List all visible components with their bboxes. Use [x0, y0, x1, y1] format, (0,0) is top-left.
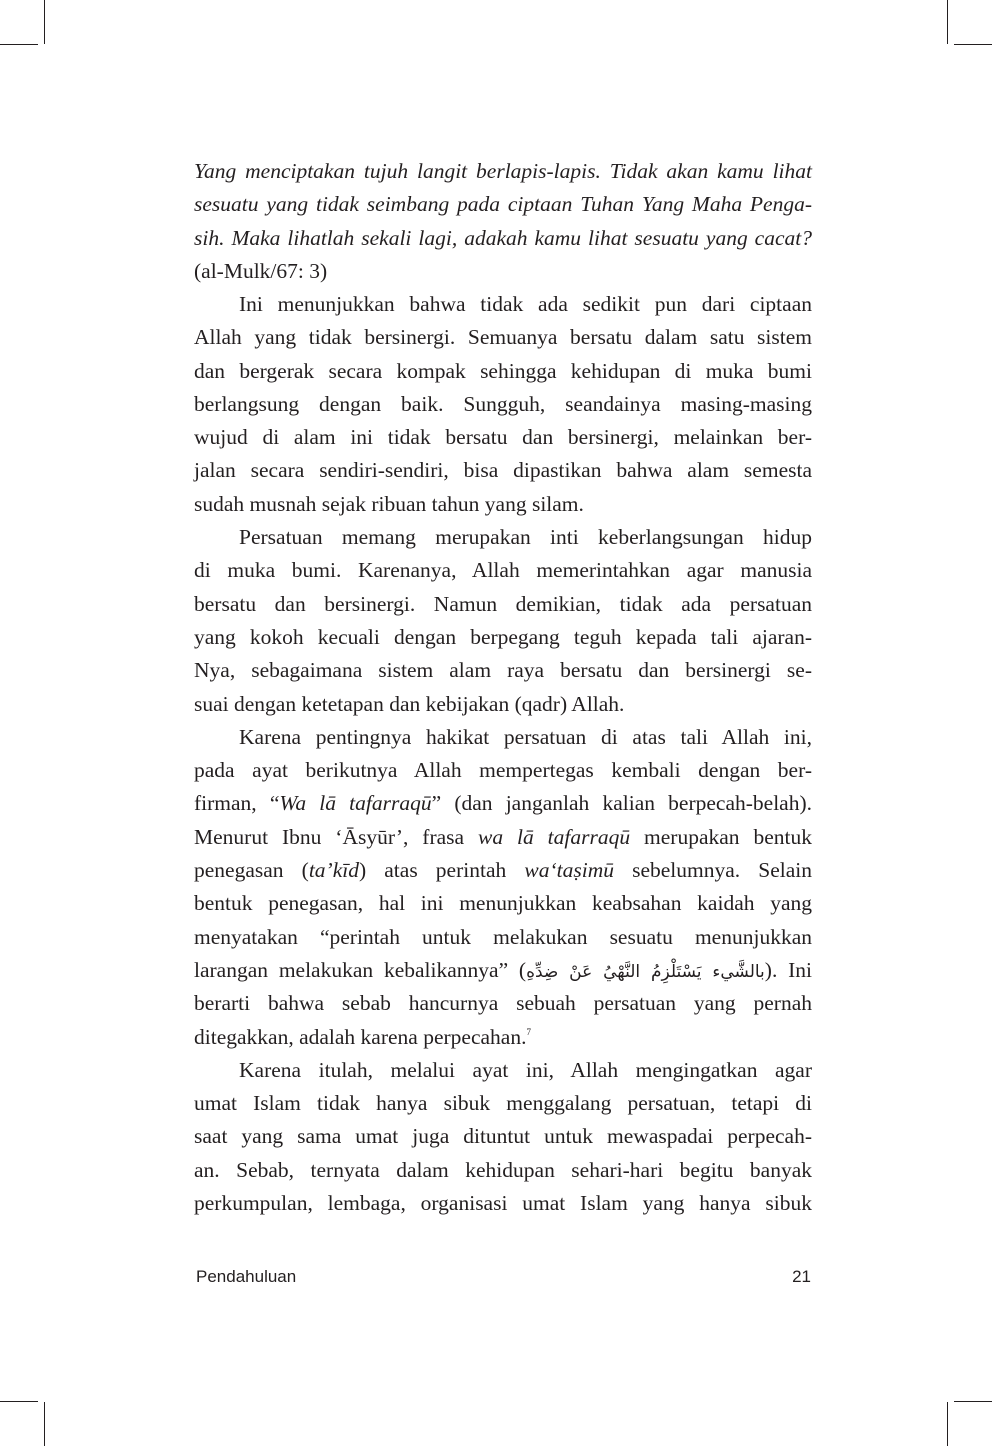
- crop-mark: [947, 1402, 948, 1446]
- text-run: Menurut Ibnu ʻĀsyūr’, frasa: [194, 824, 478, 849]
- paragraph-line: Nya, sebagaimana sistem alam raya bersatu dan bersinergi se-: [194, 658, 812, 683]
- text-run: ). Ini: [764, 957, 813, 982]
- paragraph: [194, 721, 812, 1054]
- paragraph-line: sudah musnah sejak ribuan tahun yang silam.: [194, 491, 584, 516]
- text-run: sebelumnya. Selain: [613, 858, 813, 883]
- text-run: penegasan (: [194, 858, 309, 883]
- paragraph-line: wujud di alam ini tidak bersatu dan bersinergi, melainkan ber-: [194, 425, 812, 450]
- crop-mark: [0, 1401, 38, 1402]
- quote-reference: (al-Mulk/67: 3): [194, 258, 328, 283]
- text-run: larangan melakukan kebalikannya” (: [194, 957, 527, 982]
- crop-mark: [954, 44, 992, 45]
- text-run: firman, “: [194, 791, 280, 816]
- paragraph-line: Persatuan memang merupakan inti keberlangsungan hidup: [239, 525, 812, 550]
- paragraph-line: Karena itulah, melalui ayat ini, Allah mengingatkan agar: [239, 1057, 812, 1082]
- paragraph: [194, 521, 812, 721]
- quran-translation-quote: [194, 155, 812, 288]
- text-run: ditegakkan, adalah karena perpecahan.: [194, 1024, 527, 1049]
- paragraph-line: jalan secara sendiri-sendiri, bisa dipastikan bahwa alam semesta: [194, 458, 812, 483]
- paragraph-line: [194, 954, 812, 987]
- crop-mark: [954, 1401, 992, 1402]
- quote-line: sih. Maka lihatlah sekali lagi, adakah kamu lihat sesuatu yang cacat?: [194, 225, 812, 250]
- paragraph-line: [194, 787, 812, 820]
- quote-line: Yang menciptakan tujuh langit berlapis-lapis. Tidak akan kamu lihat: [194, 159, 812, 183]
- paragraph-line: berarti bahwa sebab hancurnya sebuah persatuan yang pernah: [194, 991, 812, 1016]
- paragraph-line: pada ayat berikutnya Allah mempertegas kembali dengan ber-: [194, 758, 812, 783]
- paragraph-line: saat yang sama umat juga dituntut untuk mewaspadai perpecah-: [194, 1124, 812, 1149]
- paragraph-line: Karena pentingnya hakikat persatuan di atas tali Allah ini,: [239, 724, 812, 749]
- paragraph-line: bersatu dan bersinergi. Namun demikian, tidak ada persatuan: [194, 591, 812, 616]
- transliteration: ta’kīd: [308, 858, 359, 883]
- paragraph-line: yang kokoh kecuali dengan berpegang teguh kepada tali ajaran-: [194, 624, 812, 649]
- paragraph-line: an. Sebab, ternyata dalam kehidupan sehari-hari begitu banyak: [194, 1157, 812, 1182]
- arabic-text: بالشَّيء يَسْتَلْزِمُ النَّهْيُ عَنْ ضِدِّهِ: [526, 961, 765, 982]
- paragraph-line: Allah yang tidak bersinergi. Semuanya bersatu dalam satu sistem: [194, 325, 812, 350]
- paragraph-line: [194, 821, 812, 854]
- paragraph: [194, 1054, 812, 1220]
- crop-mark: [947, 0, 948, 44]
- paragraph-line: [194, 854, 812, 887]
- crop-mark: [0, 44, 38, 45]
- paragraph: [194, 288, 812, 521]
- paragraph-line: berlangsung dengan baik. Sungguh, seandainya masing-masing: [194, 391, 812, 416]
- quote-line: sesuatu yang tidak seimbang pada ciptaan Tuhan Yang Maha Penga-: [194, 192, 812, 217]
- body-text: [194, 288, 812, 1220]
- paragraph-line: suai dengan ketetapan dan kebijakan (qadr) Allah.: [194, 691, 625, 716]
- text-run: merupakan bentuk: [630, 824, 812, 849]
- text-run: ” (dan janganlah kalian berpecah-belah).: [431, 791, 813, 816]
- paragraph-line: menyatakan “perintah untuk melakukan sesuatu menunjukkan: [194, 924, 812, 949]
- text-run: ) atas perintah: [358, 858, 525, 883]
- footnote-marker[interactable]: 7: [526, 1026, 531, 1037]
- transliteration: wa lā tafarraqū: [478, 824, 631, 849]
- paragraph-line: bentuk penegasan, hal ini menunjukkan keabsahan kaidah yang: [194, 891, 812, 916]
- paragraph-line: dan bergerak secara kompak sehingga kehidupan di muka bumi: [194, 358, 812, 383]
- paragraph-line: di muka bumi. Karenanya, Allah memerintahkan agar manusia: [194, 558, 812, 583]
- page-number: 21: [792, 1267, 811, 1286]
- transliteration: wa‘taṣimū: [524, 858, 614, 883]
- paragraph-line: [194, 1021, 812, 1054]
- crop-mark: [44, 1402, 45, 1446]
- running-footer-section: Pendahuluan: [196, 1267, 297, 1286]
- paragraph-line: perkumpulan, lembaga, organisasi umat Islam yang hanya sibuk: [194, 1191, 812, 1216]
- transliteration: Wa lā tafarraqū: [279, 791, 432, 816]
- paragraph-line: Ini menunjukkan bahwa tidak ada sedikit pun dari ciptaan: [239, 292, 812, 316]
- paragraph-line: umat Islam tidak hanya sibuk menggalang persatuan, tetapi di: [194, 1091, 812, 1116]
- crop-mark: [44, 0, 45, 44]
